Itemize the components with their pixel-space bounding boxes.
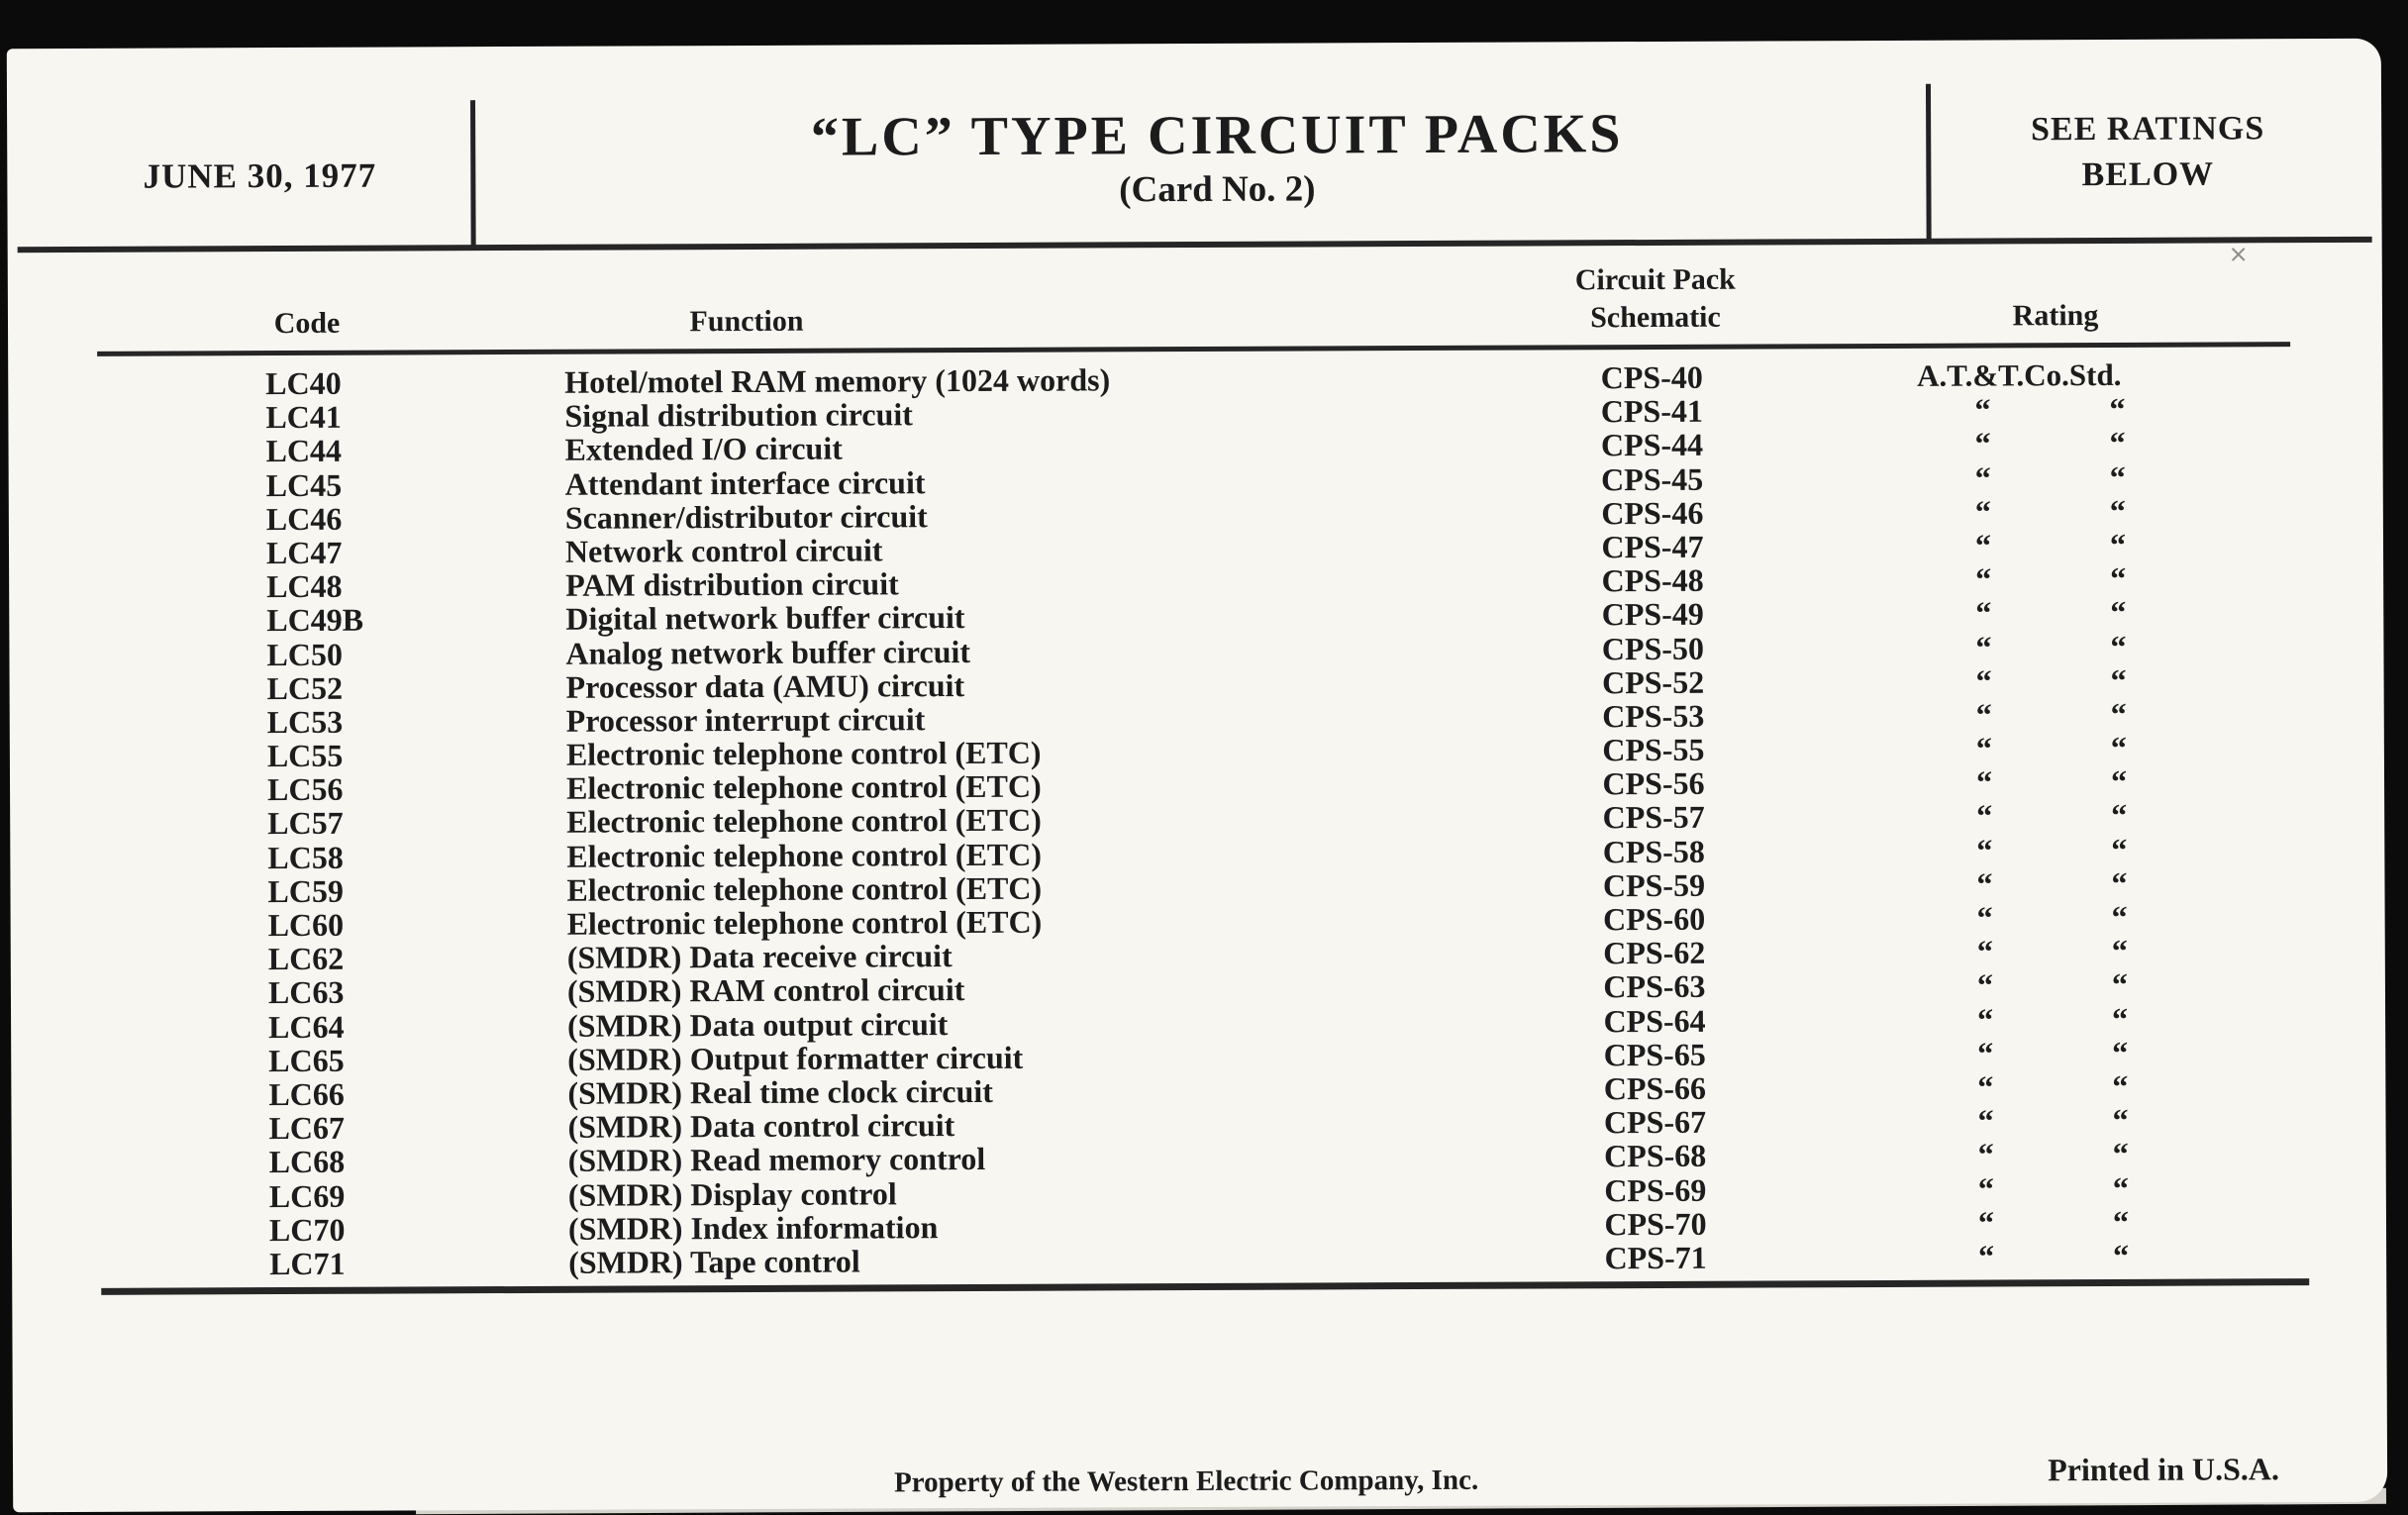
row-code: LC40	[265, 364, 342, 402]
row-code: LC67	[268, 1109, 346, 1147]
row-code: LC64	[268, 1008, 345, 1045]
row-rating-ditto-right: “	[2112, 1000, 2129, 1037]
row-schematic: CPS-66	[1603, 1069, 1707, 1107]
row-rating-ditto-left: “	[1977, 1068, 1994, 1105]
page-subtitle: (Card No. 2)	[1119, 168, 1316, 211]
row-function: Hotel/motel RAM memory (1024 words)	[564, 361, 1111, 400]
row-schematic: CPS-64	[1603, 1002, 1706, 1039]
row-function: (SMDR) Real time clock circuit	[567, 1072, 993, 1111]
row-code: LC63	[267, 974, 345, 1011]
document-card	[7, 39, 2387, 1512]
row-schematic: CPS-68	[1604, 1138, 1707, 1174]
row-rating-ditto-right: “	[2111, 966, 2129, 1003]
row-function: Analog network buffer circuit	[565, 633, 971, 671]
row-rating-ditto-left: “	[1974, 425, 1991, 461]
row-rating-ditto-right: “	[2111, 864, 2128, 901]
row-function: Electronic telephone control (ETC)	[566, 836, 1043, 874]
row-rating-ditto-right: “	[2109, 526, 2127, 562]
row-schematic: CPS-58	[1602, 833, 1705, 869]
row-schematic: CPS-50	[1601, 630, 1705, 666]
row-function: Extended I/O circuit	[564, 430, 843, 468]
table-bottom-rule	[101, 1278, 2309, 1295]
row-function: Digital network buffer circuit	[565, 599, 965, 638]
row-function: Electronic telephone control (ETC)	[566, 903, 1043, 942]
row-schematic: CPS-47	[1601, 528, 1704, 565]
row-rating-ditto-right: “	[2109, 492, 2126, 529]
row-rating-ditto-right: “	[2111, 831, 2128, 867]
row-rating-ditto-left: “	[1977, 1204, 1995, 1241]
row-code: LC56	[266, 771, 344, 808]
row-schematic: CPS-49	[1601, 596, 1704, 633]
row-code: LC49B	[266, 601, 364, 639]
row-function: Electronic telephone control (ETC)	[566, 869, 1043, 908]
row-rating-ditto-left: “	[1974, 391, 1991, 428]
row-rating-ditto-right: “	[2112, 1034, 2129, 1070]
row-code: LC48	[266, 567, 343, 605]
row-rating-ditto-left: “	[1976, 933, 1993, 969]
row-function: Network control circuit	[564, 532, 883, 569]
row-function: (SMDR) Read memory control	[567, 1141, 986, 1179]
row-rating-ditto-right: “	[2112, 1102, 2129, 1139]
row-rating-ditto-right: “	[2113, 1237, 2130, 1273]
row-rating-ditto-left: “	[1975, 730, 1992, 766]
row-rating-ditto-right: “	[2109, 391, 2126, 428]
row-code: LC50	[266, 636, 343, 672]
row-function: PAM distribution circuit	[565, 565, 899, 603]
row-rating-ditto-right: “	[2110, 763, 2128, 800]
row-schematic: CPS-48	[1601, 561, 1704, 599]
row-code: LC41	[265, 398, 342, 436]
row-rating-ditto-left: “	[1977, 1136, 1994, 1172]
row-rating-ditto-right: “	[2111, 933, 2128, 969]
row-rating-ditto-right: “	[2111, 898, 2128, 935]
row-schematic: CPS-67	[1603, 1103, 1707, 1141]
row-schematic: CPS-52	[1601, 663, 1705, 700]
row-function: Electronic telephone control (ETC)	[566, 802, 1042, 841]
row-function: (SMDR) Data output circuit	[567, 1005, 949, 1044]
row-rating-ditto-right: “	[2110, 729, 2127, 766]
row-rating-ditto-right: “	[2109, 458, 2126, 495]
row-rating-ditto-left: “	[1974, 459, 1991, 496]
row-rating-ditto-left: “	[1975, 763, 1993, 800]
row-rating: A.T.&T.Co.Std.	[1916, 356, 2122, 393]
row-code: LC68	[268, 1144, 346, 1180]
row-rating-ditto-right: “	[2110, 594, 2127, 631]
row-code: LC62	[267, 940, 345, 977]
column-header-code: Code	[273, 306, 341, 341]
row-rating-ditto-left: “	[1975, 594, 1992, 631]
row-function: (SMDR) Output formatter circuit	[567, 1039, 1024, 1077]
title-block	[801, 103, 1633, 216]
row-rating-ditto-left: “	[1976, 832, 1993, 868]
row-schematic: CPS-69	[1604, 1171, 1707, 1208]
row-schematic: CPS-60	[1602, 900, 1706, 938]
row-schematic: CPS-45	[1601, 460, 1704, 497]
row-code: LC46	[265, 500, 343, 537]
row-schematic: CPS-46	[1601, 494, 1704, 531]
row-rating-ditto-right: “	[2112, 1067, 2129, 1104]
row-schematic: CPS-55	[1602, 731, 1705, 768]
row-function: Electronic telephone control (ETC)	[565, 767, 1042, 807]
row-code: LC69	[268, 1177, 346, 1214]
row-rating-ditto-left: “	[1978, 1238, 1995, 1274]
row-schematic: CPS-40	[1600, 358, 1703, 396]
row-schematic: CPS-57	[1602, 799, 1705, 836]
property-notice: Property of the Western Electric Company, Inc.	[893, 1464, 1479, 1499]
row-rating-ditto-left: “	[1974, 493, 1991, 530]
row-code: LC53	[266, 703, 344, 740]
row-rating-ditto-left: “	[1976, 865, 1993, 902]
row-rating-ditto-left: “	[1975, 696, 1992, 733]
row-rating-ditto-left: “	[1977, 1169, 1994, 1207]
row-code: LC71	[269, 1245, 346, 1281]
header-divider-right	[1926, 84, 1932, 240]
row-function: Attendant interface circuit	[564, 463, 926, 502]
row-function: (SMDR) Index information	[567, 1208, 939, 1247]
row-rating-ditto-right: “	[2110, 560, 2127, 597]
header-rule	[18, 237, 2372, 252]
row-schematic: CPS-63	[1603, 968, 1706, 1005]
row-rating-ditto-right: “	[2110, 628, 2127, 664]
page-title: “LC” TYPE CIRCUIT PACKS	[810, 103, 1624, 168]
column-header-rule	[97, 342, 2290, 356]
header-divider-left	[470, 100, 476, 249]
row-schematic: CPS-71	[1604, 1239, 1707, 1276]
row-code: LC59	[267, 872, 345, 909]
row-rating-ditto-left: “	[1976, 966, 1994, 1003]
row-rating-ditto-left: “	[1975, 560, 1992, 597]
row-rating-ditto-left: “	[1975, 662, 1992, 699]
row-function: (SMDR) Data control circuit	[567, 1107, 955, 1145]
row-code: LC58	[267, 839, 344, 875]
row-schematic: CPS-65	[1603, 1036, 1706, 1072]
row-function: (SMDR) Data receive circuit	[566, 938, 953, 975]
pencil-artifact: ×	[2228, 240, 2249, 268]
row-function: (SMDR) Tape control	[568, 1243, 860, 1280]
row-schematic: CPS-62	[1603, 934, 1706, 971]
column-header-function: Function	[689, 304, 804, 339]
row-rating-ditto-right: “	[2110, 695, 2127, 732]
row-code: LC52	[266, 669, 344, 706]
row-function: Processor data (AMU) circuit	[565, 666, 965, 705]
column-header-rating: Rating	[2012, 299, 2099, 333]
row-schematic: CPS-56	[1602, 765, 1705, 802]
row-code: LC65	[268, 1042, 345, 1078]
row-code: LC57	[267, 805, 344, 842]
printed-in-usa: Printed in U.S.A.	[2048, 1451, 2280, 1488]
row-schematic: CPS-70	[1604, 1205, 1707, 1242]
row-schematic: CPS-41	[1600, 392, 1704, 430]
row-code: LC66	[268, 1075, 345, 1113]
row-rating-ditto-right: “	[2112, 1136, 2129, 1172]
row-function: Signal distribution circuit	[564, 396, 913, 434]
row-rating-ditto-right: “	[2111, 797, 2128, 834]
row-function: Processor interrupt circuit	[565, 701, 926, 739]
row-code: LC60	[267, 906, 345, 944]
row-rating-ditto-left: “	[1977, 1001, 1994, 1038]
row-function: (SMDR) Display control	[567, 1174, 897, 1213]
row-schematic: CPS-53	[1602, 697, 1705, 735]
ratings-note: SEE RATINGS BELOW	[2030, 110, 2265, 194]
row-rating-ditto-right: “	[2110, 661, 2127, 698]
row-schematic: CPS-44	[1600, 427, 1704, 463]
row-function: (SMDR) RAM control circuit	[566, 971, 965, 1010]
row-code: LC44	[265, 433, 343, 469]
row-code: LC47	[265, 534, 343, 571]
row-rating-ditto-left: “	[1975, 628, 1992, 665]
row-rating-ditto-left: “	[1977, 1035, 1994, 1071]
row-rating-ditto-left: “	[1974, 527, 1992, 563]
row-schematic: CPS-59	[1602, 866, 1706, 904]
row-rating-ditto-right: “	[2112, 1169, 2129, 1206]
row-rating-ditto-left: “	[1976, 797, 1993, 835]
row-code: LC70	[268, 1211, 346, 1248]
row-rating-ditto-left: “	[1976, 899, 1993, 936]
row-function: Electronic telephone control (ETC)	[565, 734, 1042, 772]
row-rating-ditto-right: “	[2112, 1203, 2130, 1240]
table-body	[8, 357, 2386, 1282]
row-rating-ditto-left: “	[1977, 1102, 1994, 1139]
column-header-schematic: Circuit Pack Schematic	[1574, 262, 1736, 335]
row-rating-ditto-right: “	[2109, 425, 2126, 461]
row-function: Scanner/distributor circuit	[564, 497, 928, 536]
row-code: LC45	[265, 466, 343, 503]
document-date: JUNE 30, 1977	[143, 155, 377, 196]
row-code: LC55	[266, 737, 344, 774]
